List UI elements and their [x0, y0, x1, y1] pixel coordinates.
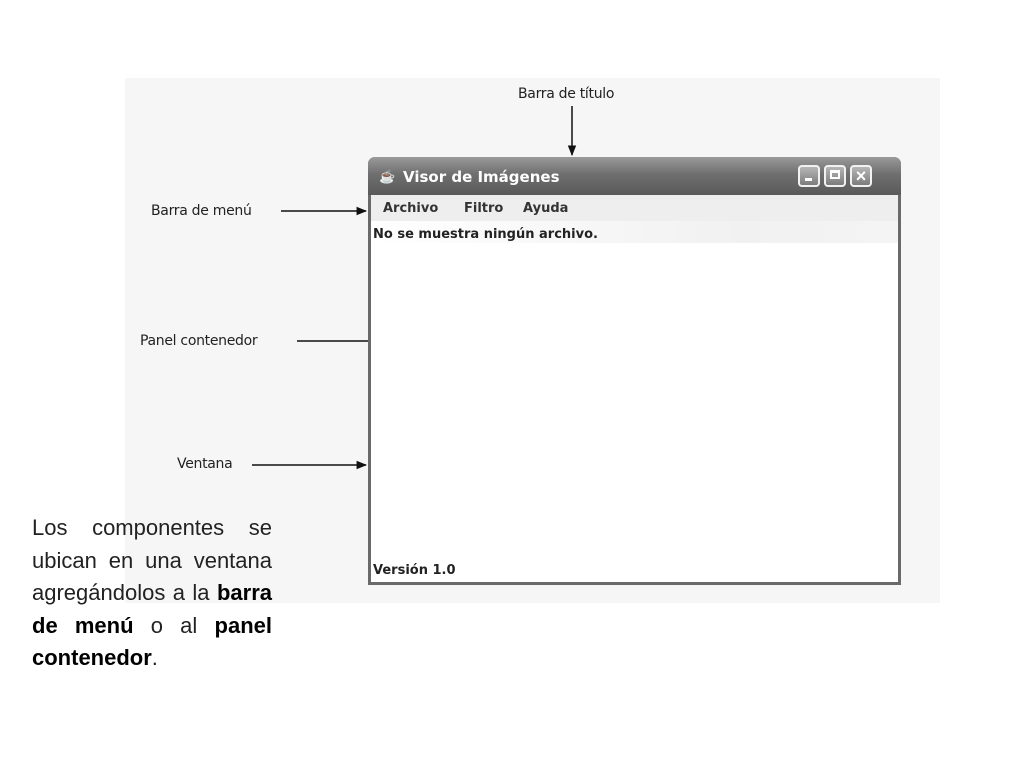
- version-label: Versión 1.0: [373, 563, 456, 578]
- status-message: No se muestra ningún archivo.: [373, 227, 598, 242]
- caption-end: .: [151, 645, 158, 670]
- window-title: Visor de Imágenes: [403, 168, 560, 186]
- caption-bold-content-pane: panel contenedor: [32, 612, 272, 670]
- title-bar-label: Barra de título: [518, 86, 615, 102]
- title-bar[interactable]: [368, 157, 901, 195]
- content-pane-label: Panel contenedor: [140, 333, 258, 349]
- minimize-button[interactable]: [798, 165, 820, 187]
- content-pane: [371, 221, 898, 582]
- window-label: Ventana: [177, 456, 233, 472]
- menu-bar: [371, 195, 898, 221]
- java-cup-icon: ☕: [379, 169, 396, 184]
- menu-bar-label: Barra de menú: [151, 203, 252, 219]
- close-icon: ×: [855, 166, 867, 186]
- menu-ayuda[interactable]: Ayuda: [523, 201, 569, 216]
- caption-bold-menu-bar: barra de menú: [32, 580, 272, 638]
- caption-text: Los componentes se ubican en una ventana agregándolos a la: [32, 515, 272, 605]
- menu-archivo[interactable]: Archivo: [383, 201, 439, 216]
- caption-connector: o al: [150, 612, 198, 638]
- menu-filtro[interactable]: Filtro: [464, 201, 504, 216]
- caption: [32, 512, 272, 675]
- close-button[interactable]: [850, 165, 872, 187]
- app-window: [368, 157, 901, 585]
- maximize-button[interactable]: [824, 165, 846, 187]
